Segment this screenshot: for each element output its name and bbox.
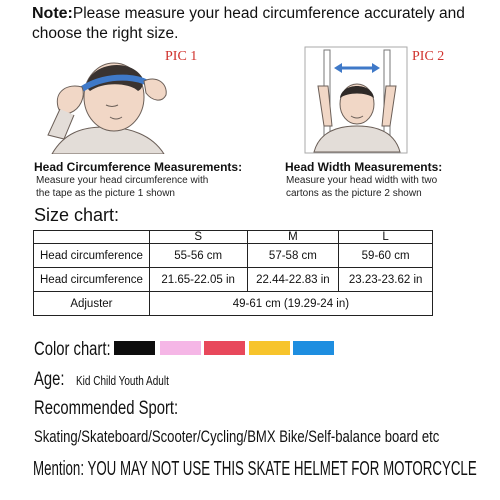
pic1-title: Head Circumference Measurements:: [34, 160, 243, 174]
pic2-desc-line2: cartons as the picture 2 shown: [286, 188, 422, 199]
pic2-desc-line1: Measure your head width with two: [286, 175, 438, 186]
color-swatch-red: [204, 341, 245, 355]
table-cell: 23.23-23.62 in: [339, 268, 433, 292]
note-text: [32, 4, 494, 44]
adjuster-label: Adjuster: [34, 292, 150, 316]
row-label: Head circumference: [34, 268, 150, 292]
age-label: Age:: [34, 369, 65, 390]
table-row: [34, 292, 433, 316]
color-swatch-black: [114, 341, 155, 355]
recommended-sport-label: Recommended Sport:: [34, 398, 179, 419]
head-circumference-illustration: [34, 47, 176, 154]
size-header-empty: [34, 231, 150, 244]
note-body: Please measure your head circumference accurately and choose the right size.: [32, 5, 465, 42]
pic1-label: PIC 1: [165, 49, 198, 64]
table-cell: 57-58 cm: [247, 244, 339, 268]
color-swatch-pink: [160, 341, 201, 355]
pic1-desc-line1: Measure your head circumference with: [36, 175, 209, 186]
table-cell: 55-56 cm: [149, 244, 247, 268]
table-cell: 21.65-22.05 in: [149, 268, 247, 292]
head-width-illustration: [304, 46, 408, 154]
size-header-row: [34, 231, 433, 244]
recommended-sport-list: Skating/Skateboard/Scooter/Cycling/BMX Bike/Self-balance board etc: [34, 427, 440, 446]
row-label: Head circumference: [34, 244, 150, 268]
size-header-l: L: [339, 231, 433, 244]
mention-warning: Mention: YOU MAY NOT USE THIS SKATE HELMET FOR MOTORCYCLE: [33, 458, 477, 480]
adjuster-value: 49-61 cm (19.29-24 in): [149, 292, 432, 316]
table-cell: 59-60 cm: [339, 244, 433, 268]
size-header-s: S: [149, 231, 247, 244]
pic1-desc-line2: the tape as the picture 1 shown: [36, 188, 175, 199]
pic2-label: PIC 2: [412, 49, 445, 64]
table-cell: 22.44-22.83 in: [247, 268, 339, 292]
size-chart-table: [33, 230, 433, 316]
pic2-title: Head Width Measurements:: [285, 160, 443, 174]
age-value: Kid Child Youth Adult: [76, 374, 169, 388]
size-header-m: M: [247, 231, 339, 244]
size-chart-title: Size chart:: [34, 205, 120, 225]
table-row: [34, 244, 433, 268]
color-swatch-yellow: [249, 341, 290, 355]
table-row: [34, 268, 433, 292]
color-chart-label: Color chart:: [34, 339, 111, 360]
color-swatch-blue: [293, 341, 334, 355]
note-label: Note:: [32, 5, 73, 22]
